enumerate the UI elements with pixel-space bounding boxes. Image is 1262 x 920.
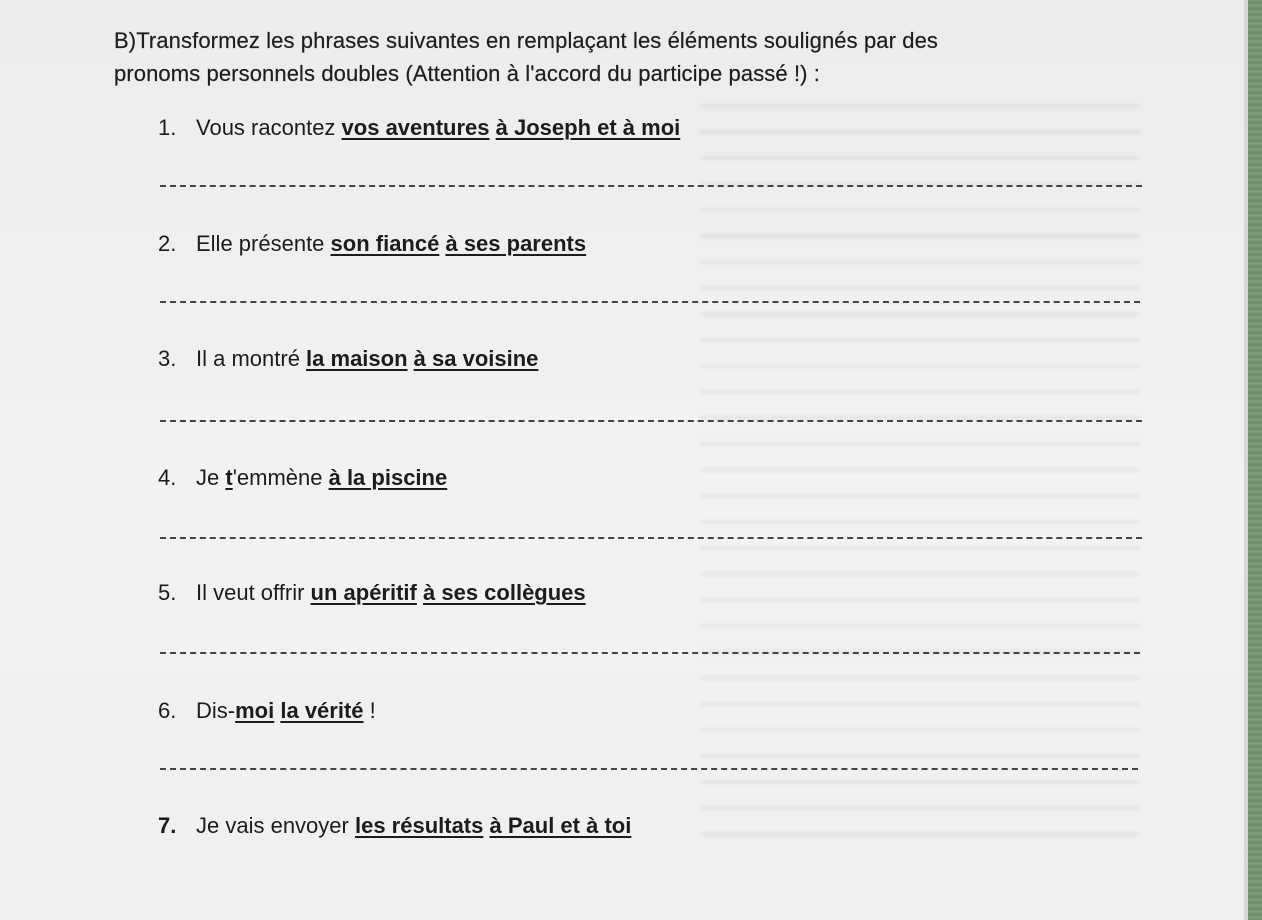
answer-line-2[interactable] xyxy=(160,301,1140,303)
answer-line-6[interactable] xyxy=(160,768,1138,770)
underlined-direct-object: la vérité xyxy=(280,698,364,723)
answer-line-5[interactable] xyxy=(160,652,1140,654)
item-number: 7. xyxy=(158,813,177,838)
exercise-item-1 xyxy=(158,114,680,142)
sentence-text: Vous racontez xyxy=(196,115,342,140)
underlined-direct-object: t xyxy=(225,465,233,490)
underlined-indirect-object: à ses collègues xyxy=(423,580,586,605)
sentence-text: 'emmène xyxy=(232,465,329,490)
sentence-text: Il veut offrir xyxy=(196,580,311,605)
sentence-text: Je xyxy=(196,465,226,490)
underlined-indirect-object: à Paul et à toi xyxy=(489,813,632,838)
underlined-indirect-object: à sa voisine xyxy=(413,346,539,371)
item-number: 4. xyxy=(158,465,177,490)
underlined-direct-object: son fiancé xyxy=(330,231,440,256)
instructions-line-2: pronoms personnels doubles (Attention à l'accord du participe passé !) : xyxy=(114,61,821,86)
instructions-line-1: B)Transformez les phrases suivantes en remplaçant les éléments soulignés par des xyxy=(114,28,939,53)
exercise-item-3 xyxy=(158,345,538,373)
answer-line-1[interactable] xyxy=(160,185,1142,187)
answer-line-4[interactable] xyxy=(160,537,1142,539)
item-number: 1. xyxy=(158,115,177,140)
exercise-item-2 xyxy=(158,230,586,258)
underlined-direct-object: les résultats xyxy=(354,813,484,838)
item-number: 6. xyxy=(158,698,177,723)
underlined-indirect-object: à la piscine xyxy=(328,465,448,490)
underlined-indirect-object: à Joseph et à moi xyxy=(495,115,681,140)
exercise-instructions xyxy=(114,24,1114,90)
underlined-indirect-object: à ses parents xyxy=(445,231,587,256)
exercise-item-7 xyxy=(158,812,631,840)
sentence-text: Je vais envoyer xyxy=(196,813,355,838)
underlined-direct-object: vos aventures xyxy=(341,115,490,140)
underlined-direct-object: la maison xyxy=(306,346,408,371)
sentence-text: Elle présente xyxy=(196,231,331,256)
sentence-text: ! xyxy=(363,698,376,723)
item-number: 2. xyxy=(158,231,177,256)
underlined-direct-object: un apéritif xyxy=(310,580,417,605)
item-number: 5. xyxy=(158,580,177,605)
answer-line-3[interactable] xyxy=(160,420,1142,422)
underlined-indirect-object: moi xyxy=(235,698,275,723)
exercise-item-4 xyxy=(158,464,447,492)
sentence-text: Il a montré xyxy=(196,346,307,371)
exercise-item-6 xyxy=(158,697,376,725)
exercise-item-5 xyxy=(158,579,586,607)
item-number: 3. xyxy=(158,346,177,371)
sentence-text: Dis- xyxy=(196,698,236,723)
